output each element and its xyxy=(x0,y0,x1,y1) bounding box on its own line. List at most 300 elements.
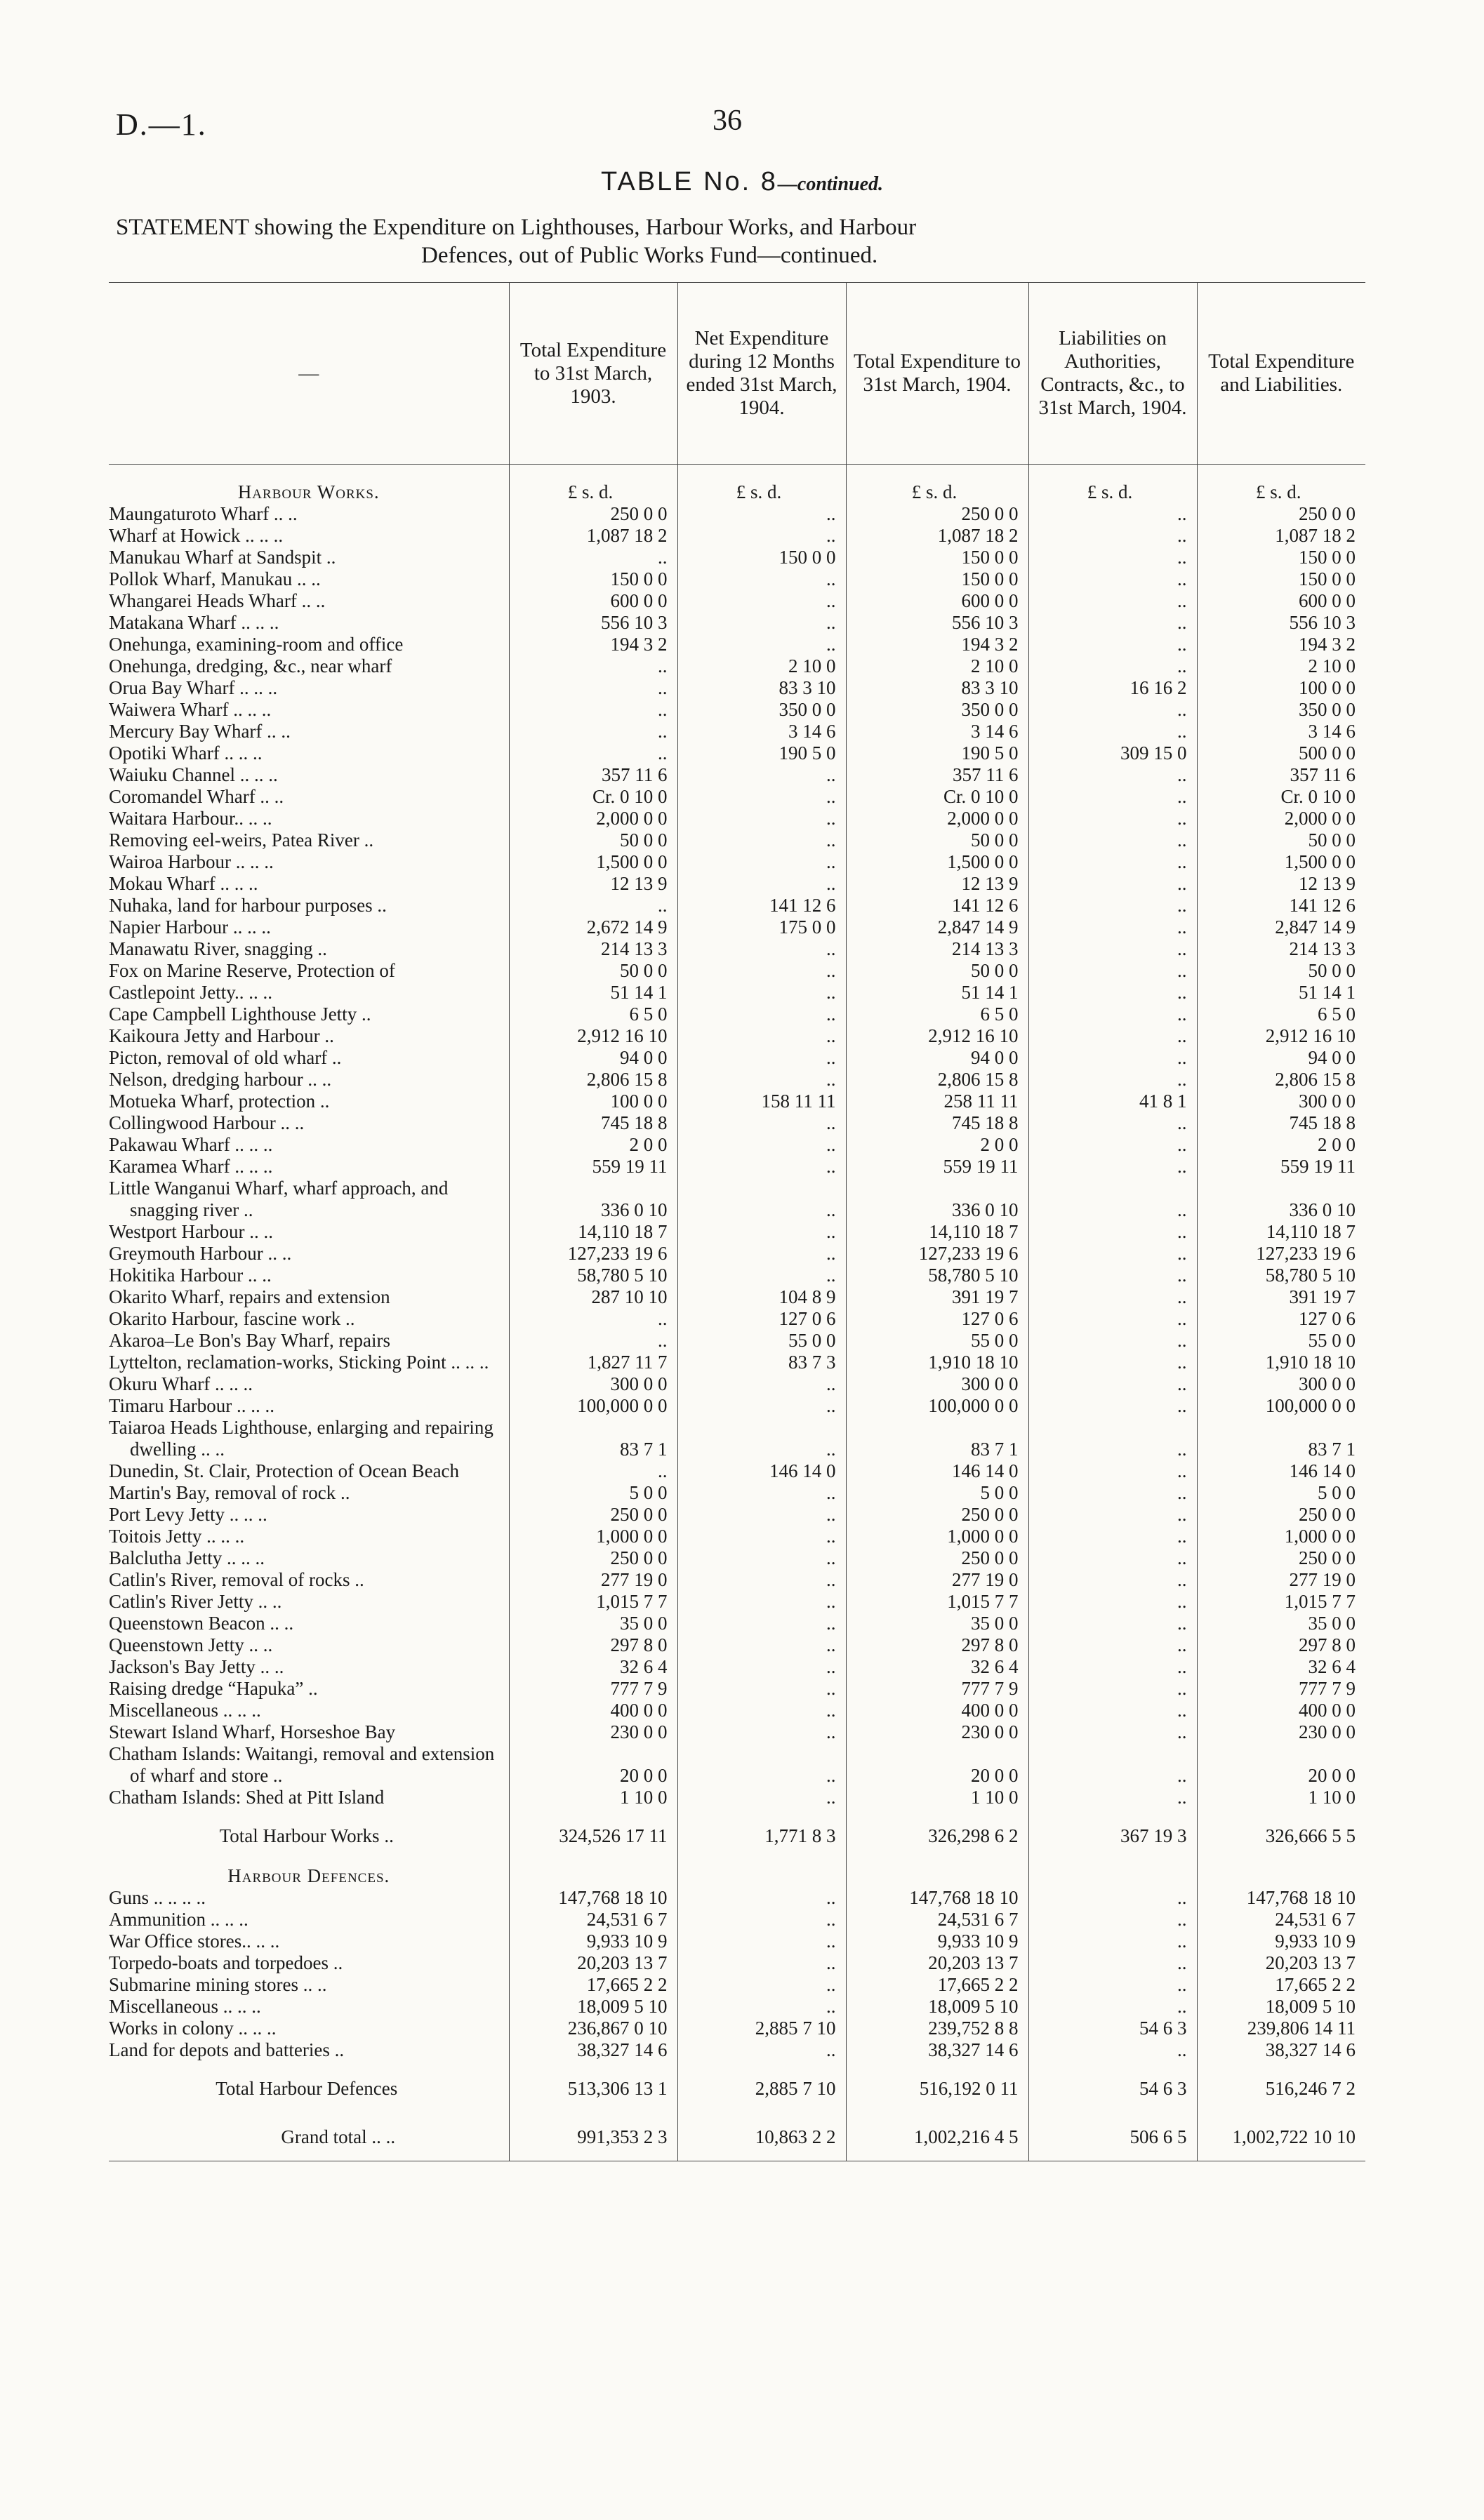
total-and-liabilities: 6 5 0 xyxy=(1197,1004,1365,1025)
table-title xyxy=(0,167,1484,197)
liabilities: .. xyxy=(1028,1352,1197,1373)
currency-units: £ s. d. xyxy=(1197,465,1365,504)
item-name: Jackson's Bay Jetty .. .. xyxy=(109,1656,284,1677)
total-and-liabilities: 239,806 14 11 xyxy=(1197,2018,1365,2039)
table-row xyxy=(109,1178,1365,1221)
liabilities: .. xyxy=(1028,1787,1197,1808)
total-to-1904: 777 7 9 xyxy=(846,1678,1028,1700)
net-expenditure-1904: .. xyxy=(677,1678,846,1700)
liabilities: .. xyxy=(1028,895,1197,916)
net-expenditure-1904: .. xyxy=(677,1265,846,1286)
liabilities: .. xyxy=(1028,634,1197,655)
net-expenditure-1904: 2,885 7 10 xyxy=(677,2018,846,2039)
table-row xyxy=(109,1373,1365,1395)
table-row xyxy=(109,938,1365,960)
empty-cell xyxy=(846,1858,1028,1887)
item-name: Grand total .. .. xyxy=(109,2111,509,2161)
net-expenditure-1904: 1,771 8 3 xyxy=(677,1808,846,1858)
total-to-1903: 100,000 0 0 xyxy=(509,1395,677,1417)
total-to-1903: 51 14 1 xyxy=(509,982,677,1004)
total-to-1903: 600 0 0 xyxy=(509,590,677,612)
total-to-1904: 400 0 0 xyxy=(846,1700,1028,1721)
total-to-1904: 559 19 11 xyxy=(846,1156,1028,1178)
net-expenditure-1904: 2 10 0 xyxy=(677,655,846,677)
table-row xyxy=(109,525,1365,547)
total-and-liabilities: 5 0 0 xyxy=(1197,1482,1365,1504)
empty-cell xyxy=(1197,1858,1365,1887)
liabilities: .. xyxy=(1028,1887,1197,1909)
total-and-liabilities: 100,000 0 0 xyxy=(1197,1395,1365,1417)
item-name: Onehunga, examining-room and office xyxy=(109,634,404,655)
table-row xyxy=(109,873,1365,895)
total-and-liabilities: 214 13 3 xyxy=(1197,938,1365,960)
net-expenditure-1904: .. xyxy=(677,1417,846,1460)
total-and-liabilities: 559 19 11 xyxy=(1197,1156,1365,1178)
liabilities: .. xyxy=(1028,699,1197,721)
liabilities: .. xyxy=(1028,1025,1197,1047)
total-to-1904: 94 0 0 xyxy=(846,1047,1028,1069)
net-expenditure-1904: .. xyxy=(677,1591,846,1613)
liabilities: .. xyxy=(1028,938,1197,960)
liabilities: .. xyxy=(1028,960,1197,982)
total-and-liabilities: 556 10 3 xyxy=(1197,612,1365,634)
total-to-1903: 297 8 0 xyxy=(509,1634,677,1656)
table-row xyxy=(109,568,1365,590)
net-expenditure-1904: .. xyxy=(677,1178,846,1221)
total-and-liabilities: 127,233 19 6 xyxy=(1197,1243,1365,1265)
total-to-1904: 516,192 0 11 xyxy=(846,2061,1028,2111)
total-to-1904: 127,233 19 6 xyxy=(846,1243,1028,1265)
liabilities: .. xyxy=(1028,547,1197,568)
total-and-liabilities: 357 11 6 xyxy=(1197,764,1365,786)
liabilities: .. xyxy=(1028,1931,1197,1952)
liabilities: .. xyxy=(1028,1656,1197,1678)
total-to-1904: 17,665 2 2 xyxy=(846,1974,1028,1996)
total-and-liabilities: 20 0 0 xyxy=(1197,1743,1365,1787)
table-row xyxy=(109,960,1365,982)
table-row xyxy=(109,808,1365,829)
table-row xyxy=(109,1634,1365,1656)
liabilities: .. xyxy=(1028,1112,1197,1134)
liabilities: .. xyxy=(1028,764,1197,786)
total-and-liabilities: 250 0 0 xyxy=(1197,503,1365,525)
table-row xyxy=(109,1547,1365,1569)
total-to-1904: 239,752 8 8 xyxy=(846,2018,1028,2039)
liabilities: .. xyxy=(1028,1156,1197,1178)
total-to-1903: 400 0 0 xyxy=(509,1700,677,1721)
net-expenditure-1904: .. xyxy=(677,873,846,895)
item-name: Okarito Harbour, fascine work .. xyxy=(109,1308,355,1329)
total-to-1903: 58,780 5 10 xyxy=(509,1265,677,1286)
table-row xyxy=(109,829,1365,851)
net-expenditure-1904: .. xyxy=(677,1700,846,1721)
total-to-1904: 50 0 0 xyxy=(846,829,1028,851)
total-to-1903: 991,353 2 3 xyxy=(509,2111,677,2161)
total-to-1903: 745 18 8 xyxy=(509,1112,677,1134)
net-expenditure-1904: .. xyxy=(677,1721,846,1743)
document-reference: D.—1. xyxy=(116,107,207,142)
total-to-1904: 190 5 0 xyxy=(846,742,1028,764)
liabilities: .. xyxy=(1028,873,1197,895)
total-to-1903: 2 0 0 xyxy=(509,1134,677,1156)
total-and-liabilities: 100 0 0 xyxy=(1197,677,1365,699)
total-to-1903: .. xyxy=(509,1330,677,1352)
total-and-liabilities: 350 0 0 xyxy=(1197,699,1365,721)
net-expenditure-1904: .. xyxy=(677,1069,846,1091)
total-and-liabilities: 400 0 0 xyxy=(1197,1700,1365,1721)
total-and-liabilities: 1,000 0 0 xyxy=(1197,1526,1365,1547)
liabilities: .. xyxy=(1028,721,1197,742)
net-expenditure-1904: .. xyxy=(677,1952,846,1974)
net-expenditure-1904: .. xyxy=(677,1112,846,1134)
net-expenditure-1904: 104 8 9 xyxy=(677,1286,846,1308)
total-to-1903: 2,806 15 8 xyxy=(509,1069,677,1091)
net-expenditure-1904: .. xyxy=(677,634,846,655)
table-row xyxy=(109,1700,1365,1721)
item-name: War Office stores.. .. .. xyxy=(109,1931,280,1952)
total-and-liabilities: 250 0 0 xyxy=(1197,1504,1365,1526)
table-row xyxy=(109,1482,1365,1504)
total-to-1903: 2,912 16 10 xyxy=(509,1025,677,1047)
total-and-liabilities: 55 0 0 xyxy=(1197,1330,1365,1352)
total-to-1903: 230 0 0 xyxy=(509,1721,677,1743)
table-row xyxy=(109,1952,1365,1974)
item-name: Kaikoura Jetty and Harbour .. xyxy=(109,1025,334,1046)
table-row xyxy=(109,1460,1365,1482)
table-row xyxy=(109,1025,1365,1047)
section-harbour-works: Harbour Works. xyxy=(237,481,380,502)
total-and-liabilities: 277 19 0 xyxy=(1197,1569,1365,1591)
item-name: Lyttelton, reclamation-works, Sticking Point .. .. .. xyxy=(109,1352,489,1373)
currency-units: £ s. d. xyxy=(1028,465,1197,504)
item-name: Akaroa–Le Bon's Bay Wharf, repairs xyxy=(109,1330,390,1351)
net-expenditure-1904: .. xyxy=(677,1526,846,1547)
net-expenditure-1904: 2,885 7 10 xyxy=(677,2061,846,2111)
net-expenditure-1904: .. xyxy=(677,1996,846,2018)
header-liabilities: Liabilities on Authorities, Contracts, &c., to 31st March, 1904. xyxy=(1028,283,1197,465)
table-row xyxy=(109,1504,1365,1526)
total-and-liabilities: Cr. 0 10 0 xyxy=(1197,786,1365,808)
total-and-liabilities: 500 0 0 xyxy=(1197,742,1365,764)
liabilities: .. xyxy=(1028,808,1197,829)
total-to-1904: 336 0 10 xyxy=(846,1178,1028,1221)
table-row xyxy=(109,1569,1365,1591)
total-to-1903: 1,500 0 0 xyxy=(509,851,677,873)
table-row xyxy=(109,2018,1365,2039)
liabilities: .. xyxy=(1028,1482,1197,1504)
total-to-1904: 391 19 7 xyxy=(846,1286,1028,1308)
total-to-1904: 50 0 0 xyxy=(846,960,1028,982)
liabilities: .. xyxy=(1028,829,1197,851)
total-to-1903: 1,000 0 0 xyxy=(509,1526,677,1547)
total-to-1904: 250 0 0 xyxy=(846,1547,1028,1569)
statement-line-1: STATEMENT showing the Expenditure on Lighthouses, Harbour Works, and Harbour xyxy=(116,215,917,240)
liabilities: 506 6 5 xyxy=(1028,2111,1197,2161)
table-row xyxy=(109,982,1365,1004)
item-name: Total Harbour Defences xyxy=(216,2078,398,2099)
liabilities: .. xyxy=(1028,916,1197,938)
total-to-1904: 1,000 0 0 xyxy=(846,1526,1028,1547)
net-expenditure-1904: .. xyxy=(677,1887,846,1909)
net-expenditure-1904: .. xyxy=(677,764,846,786)
total-and-liabilities: 2,806 15 8 xyxy=(1197,1069,1365,1091)
item-name: Napier Harbour .. .. .. xyxy=(109,916,271,938)
liabilities: .. xyxy=(1028,1569,1197,1591)
total-to-1904: 250 0 0 xyxy=(846,1504,1028,1526)
liabilities: .. xyxy=(1028,1743,1197,1787)
total-to-1903: 127,233 19 6 xyxy=(509,1243,677,1265)
currency-units: £ s. d. xyxy=(509,465,677,504)
liabilities: .. xyxy=(1028,786,1197,808)
item-name: Mokau Wharf .. .. .. xyxy=(109,873,258,894)
total-to-1904: 6 5 0 xyxy=(846,1004,1028,1025)
net-expenditure-1904: 350 0 0 xyxy=(677,699,846,721)
total-and-liabilities: 32 6 4 xyxy=(1197,1656,1365,1678)
table-row xyxy=(109,1308,1365,1330)
total-to-1904: 141 12 6 xyxy=(846,895,1028,916)
total-to-1904: 32 6 4 xyxy=(846,1656,1028,1678)
total-to-1903: 1,015 7 7 xyxy=(509,1591,677,1613)
total-to-1903: 513,306 13 1 xyxy=(509,2061,677,2111)
total-and-liabilities: 2 10 0 xyxy=(1197,655,1365,677)
table-row xyxy=(109,1974,1365,1996)
table-row xyxy=(109,503,1365,525)
total-to-1903: 100 0 0 xyxy=(509,1091,677,1112)
table-row xyxy=(109,1743,1365,1787)
empty-cell xyxy=(1028,1858,1197,1887)
item-name: Works in colony .. .. .. xyxy=(109,2018,277,2039)
total-to-1903: 236,867 0 10 xyxy=(509,2018,677,2039)
net-expenditure-1904: 158 11 11 xyxy=(677,1091,846,1112)
net-expenditure-1904: .. xyxy=(677,1787,846,1808)
total-to-1904: 250 0 0 xyxy=(846,503,1028,525)
net-expenditure-1904: .. xyxy=(677,1613,846,1634)
liabilities: .. xyxy=(1028,1221,1197,1243)
total-to-1904: 258 11 11 xyxy=(846,1091,1028,1112)
total-and-liabilities: 194 3 2 xyxy=(1197,634,1365,655)
item-name: Cape Campbell Lighthouse Jetty .. xyxy=(109,1004,371,1025)
total-to-1903: .. xyxy=(509,1460,677,1482)
item-name: Okuru Wharf .. .. .. xyxy=(109,1373,253,1394)
total-to-1903: 300 0 0 xyxy=(509,1373,677,1395)
item-name: Waiuku Channel .. .. .. xyxy=(109,764,278,785)
total-to-1903: .. xyxy=(509,721,677,742)
table-header-row xyxy=(109,283,1365,465)
table-row xyxy=(109,1091,1365,1112)
total-and-liabilities: 50 0 0 xyxy=(1197,829,1365,851)
liabilities: .. xyxy=(1028,1909,1197,1931)
liabilities: 54 6 3 xyxy=(1028,2061,1197,2111)
total-and-liabilities: 2,847 14 9 xyxy=(1197,916,1365,938)
item-name: Dunedin, St. Clair, Protection of Ocean Beach xyxy=(109,1460,460,1481)
total-and-liabilities: 336 0 10 xyxy=(1197,1178,1365,1221)
empty-cell xyxy=(509,1858,677,1887)
total-to-1903: 50 0 0 xyxy=(509,960,677,982)
liabilities: .. xyxy=(1028,1974,1197,1996)
item-name: Balclutha Jetty .. .. .. xyxy=(109,1547,265,1568)
total-to-1903: 277 19 0 xyxy=(509,1569,677,1591)
net-expenditure-1904: .. xyxy=(677,829,846,851)
total-to-1903: 1,827 11 7 xyxy=(509,1352,677,1373)
item-name: Chatham Islands: Shed at Pitt Island xyxy=(109,1787,385,1808)
total-to-1904: 2,806 15 8 xyxy=(846,1069,1028,1091)
section-heading-row xyxy=(109,465,1365,504)
total-and-liabilities: 1,002,722 10 10 xyxy=(1197,2111,1365,2161)
table-row xyxy=(109,1243,1365,1265)
total-to-1903: 1,087 18 2 xyxy=(509,525,677,547)
total-and-liabilities: 745 18 8 xyxy=(1197,1112,1365,1134)
net-expenditure-1904: .. xyxy=(677,1547,846,1569)
total-to-1903: 14,110 18 7 xyxy=(509,1221,677,1243)
total-to-1903: .. xyxy=(509,895,677,916)
total-to-1903: 83 7 1 xyxy=(509,1417,677,1460)
liabilities: .. xyxy=(1028,1634,1197,1656)
total-to-1903: 357 11 6 xyxy=(509,764,677,786)
item-name: Waiwera Wharf .. .. .. xyxy=(109,699,272,720)
table-row xyxy=(109,1395,1365,1417)
net-expenditure-1904: .. xyxy=(677,1931,846,1952)
item-name: Wairoa Harbour .. .. .. xyxy=(109,851,274,872)
net-expenditure-1904: 141 12 6 xyxy=(677,895,846,916)
total-to-1903: 324,526 17 11 xyxy=(509,1808,677,1858)
table-row xyxy=(109,1112,1365,1134)
statement-heading xyxy=(116,213,1393,269)
liabilities: .. xyxy=(1028,1504,1197,1526)
net-expenditure-1904: .. xyxy=(677,1373,846,1395)
item-name: Torpedo-boats and torpedoes .. xyxy=(109,1952,343,1973)
table-row xyxy=(109,1591,1365,1613)
total-and-liabilities: 3 14 6 xyxy=(1197,721,1365,742)
item-name: Wharf at Howick .. .. .. xyxy=(109,525,284,546)
total-to-1903: 194 3 2 xyxy=(509,634,677,655)
statement-line-2: Defences, out of Public Works Fund—continued. xyxy=(421,243,878,268)
total-to-1903: .. xyxy=(509,699,677,721)
liabilities: 367 19 3 xyxy=(1028,1808,1197,1858)
liabilities: .. xyxy=(1028,982,1197,1004)
item-name: Stewart Island Wharf, Horseshoe Bay xyxy=(109,1721,396,1742)
table-row xyxy=(109,851,1365,873)
net-expenditure-1904: .. xyxy=(677,612,846,634)
total-to-1904: 150 0 0 xyxy=(846,568,1028,590)
total-and-liabilities: 150 0 0 xyxy=(1197,547,1365,568)
liabilities: .. xyxy=(1028,590,1197,612)
liabilities: .. xyxy=(1028,1265,1197,1286)
item-name: Removing eel-weirs, Patea River .. xyxy=(109,829,374,851)
liabilities: .. xyxy=(1028,1047,1197,1069)
total-to-1904: 357 11 6 xyxy=(846,764,1028,786)
total-and-liabilities: 2,912 16 10 xyxy=(1197,1025,1365,1047)
total-and-liabilities: 600 0 0 xyxy=(1197,590,1365,612)
total-to-1903: 6 5 0 xyxy=(509,1004,677,1025)
total-to-1904: 3 14 6 xyxy=(846,721,1028,742)
total-and-liabilities: 50 0 0 xyxy=(1197,960,1365,982)
net-expenditure-1904: .. xyxy=(677,786,846,808)
item-name: Pakawau Wharf .. .. .. xyxy=(109,1134,273,1155)
table-row xyxy=(109,1069,1365,1091)
net-expenditure-1904: .. xyxy=(677,1047,846,1069)
item-name: Manawatu River, snagging .. xyxy=(109,938,327,959)
table-row xyxy=(109,786,1365,808)
table-row xyxy=(109,742,1365,764)
total-to-1904: 1,500 0 0 xyxy=(846,851,1028,873)
header-blank: — xyxy=(298,361,319,385)
net-expenditure-1904: .. xyxy=(677,1974,846,1996)
item-name: Miscellaneous .. .. .. xyxy=(109,1996,261,2017)
total-and-liabilities: 1,910 18 10 xyxy=(1197,1352,1365,1373)
liabilities: .. xyxy=(1028,1395,1197,1417)
total-to-1903: 250 0 0 xyxy=(509,1504,677,1526)
table-row xyxy=(109,1004,1365,1025)
table-row xyxy=(109,1996,1365,2018)
liabilities: .. xyxy=(1028,525,1197,547)
header-net-1904: Net Expenditure during 12 Months ended 31st March, 1904. xyxy=(677,283,846,465)
total-and-liabilities: 17,665 2 2 xyxy=(1197,1974,1365,1996)
liabilities: .. xyxy=(1028,1952,1197,1974)
net-expenditure-1904: 146 14 0 xyxy=(677,1460,846,1482)
table-row xyxy=(109,1265,1365,1286)
liabilities: .. xyxy=(1028,1526,1197,1547)
liabilities: .. xyxy=(1028,1547,1197,1569)
total-to-1903: 20,203 13 7 xyxy=(509,1952,677,1974)
net-expenditure-1904: .. xyxy=(677,503,846,525)
total-to-1903: 24,531 6 7 xyxy=(509,1909,677,1931)
total-to-1904: 18,009 5 10 xyxy=(846,1996,1028,2018)
total-to-1904: 326,298 6 2 xyxy=(846,1808,1028,1858)
liabilities: .. xyxy=(1028,2039,1197,2061)
table-row xyxy=(109,1678,1365,1700)
item-name: Coromandel Wharf .. .. xyxy=(109,786,284,807)
item-name: Opotiki Wharf .. .. .. xyxy=(109,742,263,764)
item-name: Catlin's River Jetty .. .. xyxy=(109,1591,282,1612)
item-name: Toitois Jetty .. .. .. xyxy=(109,1526,245,1547)
total-to-1903: 1 10 0 xyxy=(509,1787,677,1808)
table-row xyxy=(109,1047,1365,1069)
total-and-liabilities: 300 0 0 xyxy=(1197,1091,1365,1112)
net-expenditure-1904: 83 3 10 xyxy=(677,677,846,699)
item-name: Karamea Wharf .. .. .. xyxy=(109,1156,273,1177)
net-expenditure-1904: .. xyxy=(677,1743,846,1787)
item-name: Westport Harbour .. .. xyxy=(109,1221,274,1242)
total-and-liabilities: 20,203 13 7 xyxy=(1197,1952,1365,1974)
table-row xyxy=(109,1909,1365,1931)
net-expenditure-1904: .. xyxy=(677,1156,846,1178)
liabilities: .. xyxy=(1028,1996,1197,2018)
net-expenditure-1904: 190 5 0 xyxy=(677,742,846,764)
net-expenditure-1904: .. xyxy=(677,1221,846,1243)
section-harbour-defences: Harbour Defences. xyxy=(227,1865,390,1886)
table-body xyxy=(109,465,1365,2161)
liabilities: .. xyxy=(1028,1330,1197,1352)
total-to-1904: 55 0 0 xyxy=(846,1330,1028,1352)
total-to-1903: 94 0 0 xyxy=(509,1047,677,1069)
total-and-liabilities: 250 0 0 xyxy=(1197,1547,1365,1569)
net-expenditure-1904: .. xyxy=(677,1004,846,1025)
empty-cell xyxy=(677,1858,846,1887)
total-to-1904: 147,768 18 10 xyxy=(846,1887,1028,1909)
total-to-1903: .. xyxy=(509,547,677,568)
total-to-1904: 230 0 0 xyxy=(846,1721,1028,1743)
liabilities: .. xyxy=(1028,1700,1197,1721)
net-expenditure-1904: .. xyxy=(677,960,846,982)
total-to-1904: 277 19 0 xyxy=(846,1569,1028,1591)
item-name: Mercury Bay Wharf .. .. xyxy=(109,721,291,742)
liabilities: .. xyxy=(1028,1286,1197,1308)
total-to-1903: 38,327 14 6 xyxy=(509,2039,677,2061)
table-row xyxy=(109,1417,1365,1460)
net-expenditure-1904: .. xyxy=(677,1243,846,1265)
total-to-1904: 2 0 0 xyxy=(846,1134,1028,1156)
total-to-1904: 1,910 18 10 xyxy=(846,1352,1028,1373)
